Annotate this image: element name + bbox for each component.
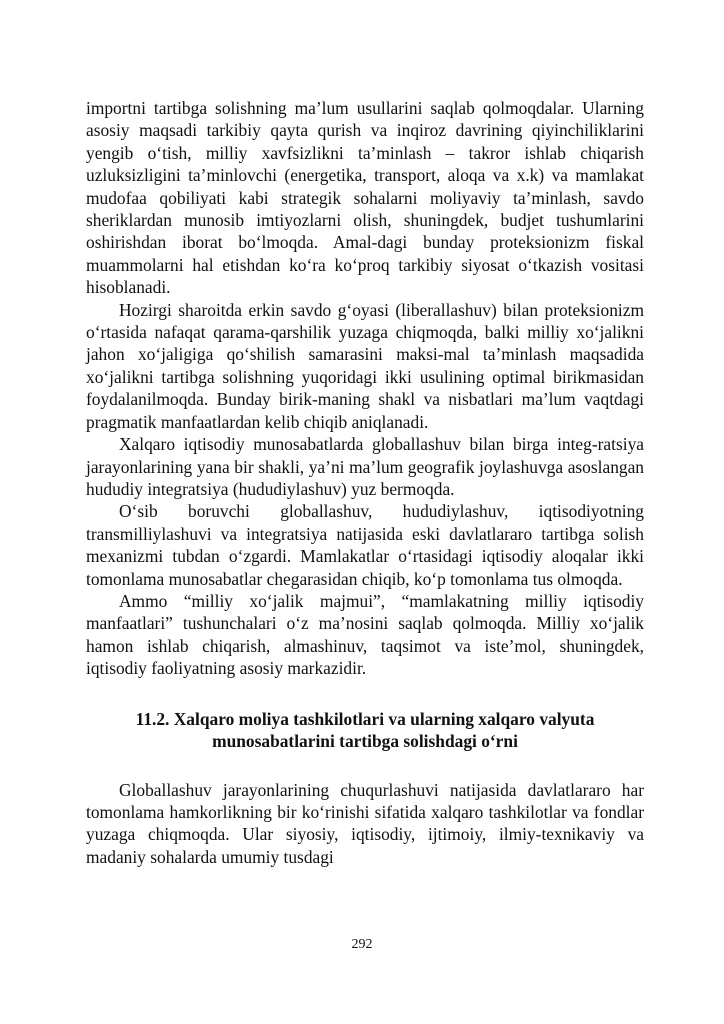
body-paragraph: O‘sib boruvchi globallashuv, hududiylashuv, iqtisodiyotning transmilliylashuvi va integratsiya natijasida eski davlatlararo tartibga solish mexanizmi tubdan o‘zgardi. Mamlakatlar o‘rtasidagi iqtisodiy aloqalar ikki tomonlama munosabatlar chegarasidan chiqib, ko‘p tomonlama tus olmoqda. (86, 501, 644, 589)
page-number: 292 (351, 937, 373, 952)
body-paragraph: importni tartibga solishning ma’lum usullarini saqlab qolmoqdalar. Ularning asosiy maqsadi tarkibiy qayta qurish va inqiroz davrining qiyinchiliklarini yengib o‘tish, milliy xavfsizlikni ta’minlash – takror ishlab chiqarish uzluksizligini ta’minlovchi (energetika, transport, aloqa va x.k) va mamlakat mudofaa qobiliyati kabi strategik sohalarni moliyaviy ta’minlash, savdo sheriklardan munosib imtiyozlarni olish, shuningdek, budjet tushumlarini oshirishdan iborat bo‘lmoqda. Amal-dagi bunday proteksionizm fiskal muammolarni hal etishdan ko‘ra ko‘proq tarkibiy siyosat o‘tkazish vositasi hisoblanadi. (86, 98, 644, 298)
section-heading (86, 708, 644, 752)
section-heading-line-1: 11.2. Xalqaro moliya tashkilotlari va ularning xalqaro valyuta (135, 708, 595, 729)
page-body (86, 97, 644, 868)
section-heading-line-2: munosabatlarini tartibga solishdagi o‘rni (212, 730, 518, 751)
body-paragraph: Xalqaro iqtisodiy munosabatlarda globallashuv bilan birga integ-ratsiya jarayonlarining yana bir shakli, ya’ni ma’lum geografik joylashuvga asoslangan hududiy integratsiya (hududiylashuv) yuz bermoqda. (86, 434, 644, 499)
body-paragraph: Ammo “milliy xo‘jalik majmui”, “mamlakatning milliy iqtisodiy manfaatlari” tushunchalari o‘z ma’nosini saqlab qolmoqda. Milliy xo‘jalik hamon ishlab chiqarish, almashinuv, taqsimot va iste’mol, shuningdek, iqtisodiy faoliyatning asosiy markazidir. (86, 590, 644, 679)
closing-paragraph: Globallashuv jarayonlarining chuqurlashuvi natijasida davlatlararo har tomonlama hamkorlikning bir ko‘rinishi sifatida xalqaro tashkilotlar va fondlar yuzaga chiqmoqda. Ular siyosiy, iqtisodiy, ijtimoiy, ilmiy-texnikaviy va madaniy sohalarda umumiy tusdagi (86, 779, 644, 867)
body-paragraph: Hozirgi sharoitda erkin savdo g‘oyasi (liberallashuv) bilan proteksionizm o‘rtasida nafaqat qarama-qarshilik yuzaga chiqmoqda, balki milliy xo‘jalikni jahon xo‘jaligiga qo‘shilish samarasini maksi-mal ta’minlash maqsadida xo‘jalikni tartibga solishning yuqoridagi ikki usulining optimal birikmasidan foydalanilmoqda. Bunday birik-maning shakl va nisbatlari ma’lum vaqtdagi pragmatik manfaatlardan kelib chiqib aniqlanadi. (86, 299, 644, 432)
